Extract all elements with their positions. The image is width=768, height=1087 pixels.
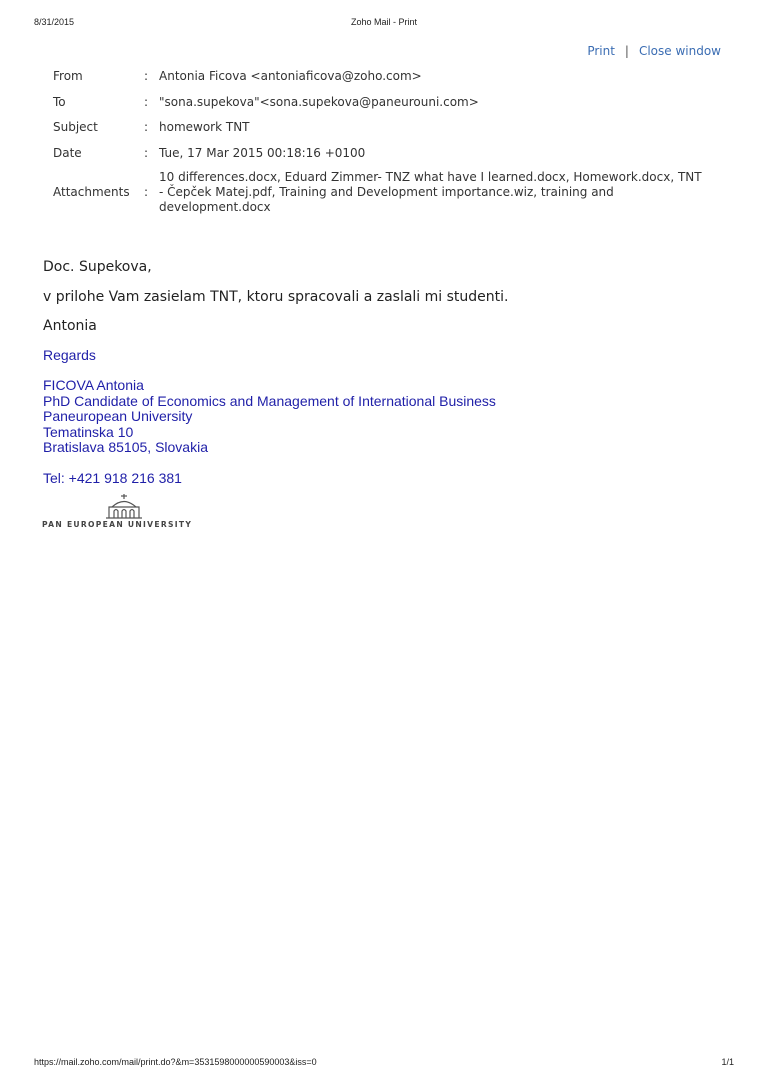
to-label: To	[53, 94, 66, 109]
colon: :	[144, 145, 149, 160]
header-row-attachments	[48, 166, 719, 215]
print-page-title: Zoho Mail - Print	[350, 17, 418, 27]
signature-street: Tematinska 10	[43, 424, 134, 440]
header-row-date	[48, 141, 719, 167]
subject-label: Subject	[53, 120, 98, 135]
from-label: From	[53, 69, 83, 84]
colon: :	[144, 120, 149, 135]
signature-position: PhD Candidate of Economics and Management of International Business	[43, 393, 496, 409]
university-logo	[42, 492, 212, 532]
link-separator: |	[624, 44, 629, 58]
date-label: Date	[53, 145, 82, 160]
attachments-line[interactable]: - Čepček Matej.pdf, Training and Development importance.wiz, training and	[159, 185, 614, 199]
colon: :	[144, 185, 149, 199]
email-headers	[48, 64, 719, 215]
signature-university: Paneuropean University	[43, 408, 193, 424]
attachments-label: Attachments	[53, 185, 130, 199]
message-text: v prilohe Vam zasielam TNT, ktoru spracovali a zaslali mi studenti.	[43, 289, 509, 305]
from-value: Antonia Ficova <antoniaficova@zoho.com>	[159, 69, 422, 84]
university-building-icon	[104, 492, 144, 520]
colon: :	[144, 94, 149, 109]
signature-tel[interactable]: Tel: +421 918 216 381	[43, 470, 182, 486]
close-window-link[interactable]: Close window	[638, 44, 721, 58]
print-link[interactable]: Print	[587, 44, 615, 58]
date-value: Tue, 17 Mar 2015 00:18:16 +0100	[159, 145, 366, 160]
top-links	[587, 44, 721, 58]
footer-url: https://mail.zoho.com/mail/print.do?&m=3531598000000590003&iss=0	[34, 1057, 317, 1067]
greeting: Doc. Supekova,	[43, 259, 152, 275]
attachments-line[interactable]: 10 differences.docx, Eduard Zimmer- TNZ what have I learned.docx, Homework.docx, TNT	[159, 170, 702, 184]
header-row-to	[48, 90, 719, 116]
sender-name: Antonia	[43, 318, 97, 334]
attachments-value	[159, 166, 719, 215]
attachments-line[interactable]: development.docx	[159, 200, 271, 214]
subject-value: homework TNT	[159, 120, 250, 135]
footer-page-number: 1/1	[721, 1057, 734, 1067]
signature-city: Bratislava 85105, Slovakia	[43, 439, 208, 455]
header-row-subject	[48, 115, 719, 141]
signature-regards: Regards	[43, 347, 96, 363]
print-date: 8/31/2015	[34, 17, 75, 27]
colon: :	[144, 69, 149, 84]
signature-name: FICOVA Antonia	[43, 377, 144, 393]
to-value: "sona.supekova"<sona.supekova@paneurouni.com>	[159, 94, 479, 109]
logo-text: PAN EUROPEAN UNIVERSITY	[42, 520, 193, 529]
header-row-from	[48, 64, 719, 90]
